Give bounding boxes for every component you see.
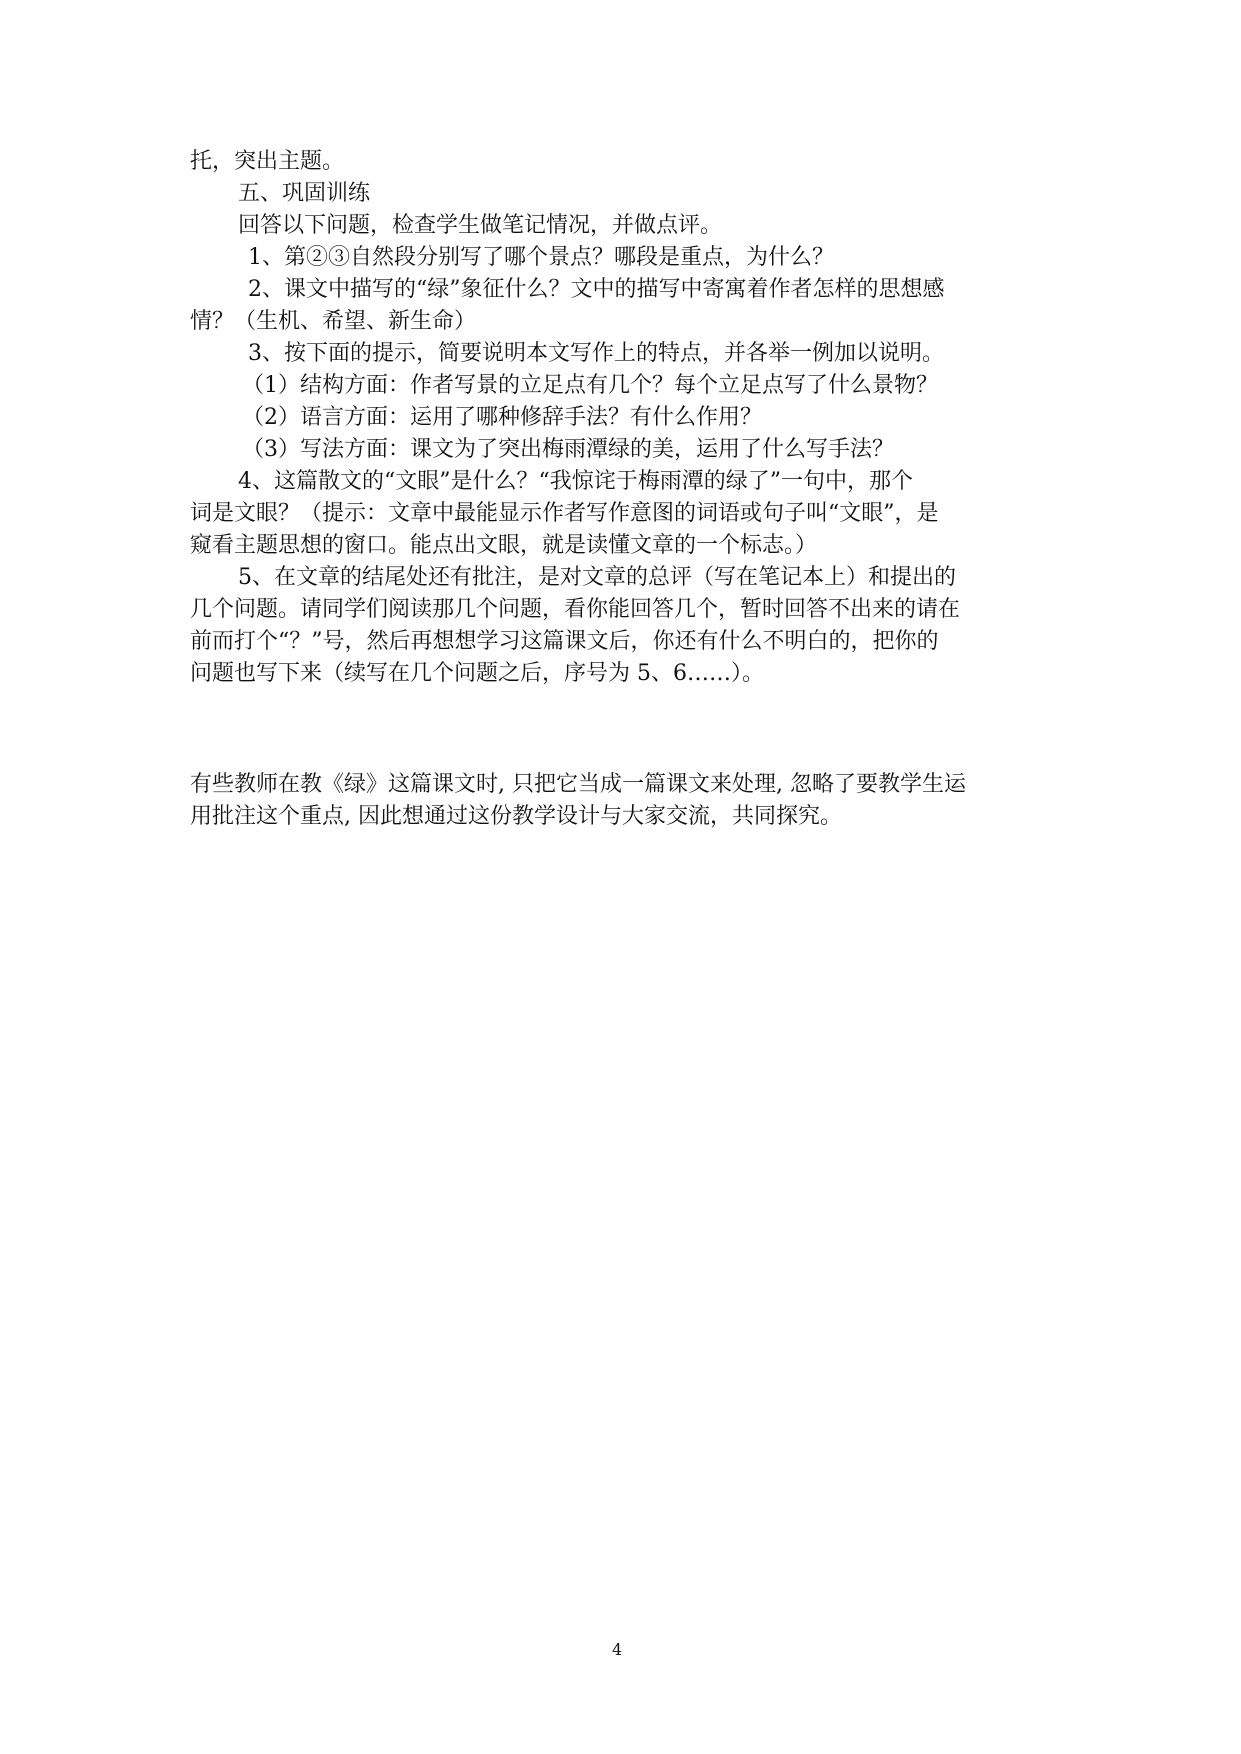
question-3: 3、按下面的提示，简要说明本文写作上的特点，并各举一例加以说明。 [248,341,944,366]
text-line: 前而打个“？”号，然后再想想学习这篇课文后，你还有什么不明白的，把你的 [190,629,939,654]
text-line: 词是文眼？（提示：文章中最能显示作者写作意图的词语或句子叫“文眼”，是 [190,501,939,526]
body-text [190,146,1070,690]
text-line: 几个问题。请同学们阅读那几个问题，看你能回答几个，暂时回答不出来的请在 [190,597,961,622]
question-4: 4、这篇散文的“文眼”是什么？“我惊诧于梅雨潭的绿了”一句中，那个 [238,469,913,494]
closing-note [190,768,1070,832]
text-line: 托，突出主题。 [190,149,345,174]
text-line: 问题也写下来（续写在几个问题之后，序号为 5、6……）。 [190,661,764,686]
sub-question-2: （2）语言方面：运用了哪种修辞手法？有什么作用？ [242,405,762,430]
sub-question-1: （1）结构方面：作者写景的立足点有几个？每个立足点写了什么景物？ [242,373,938,398]
sub-question-3: （3）写法方面：课文为了突出梅雨潭绿的美，运用了什么写手法？ [242,437,894,462]
text-line: 回答以下问题，检查学生做笔记情况，并做点评。 [238,213,723,238]
section-heading: 五、巩固训练 [238,181,371,206]
text-line: 窥看主题思想的窗口。能点出文眼，就是读懂文章的一个标志。） [190,533,818,558]
page-number: 4 [612,1640,623,1659]
closing-line: 用批注这个重点, 因此想通过这份教学设计与大家交流，共同探究。 [190,804,842,829]
text-line: 情？（生机、希望、新生命） [190,309,477,334]
question-2: 2、课文中描写的“绿”象征什么？文中的描写中寄寓着作者怎样的思想感 [248,277,945,302]
question-5: 5、在文章的结尾处还有批注，是对文章的总评（写在笔记本上）和提出的 [238,565,956,590]
closing-line: 有些教师在教《绿》这篇课文时, 只把它当成一篇课文来处理, 忽略了要教学生运 [190,772,966,797]
question-1: 1、第②③自然段分别写了哪个景点？哪段是重点，为什么？ [248,245,834,270]
